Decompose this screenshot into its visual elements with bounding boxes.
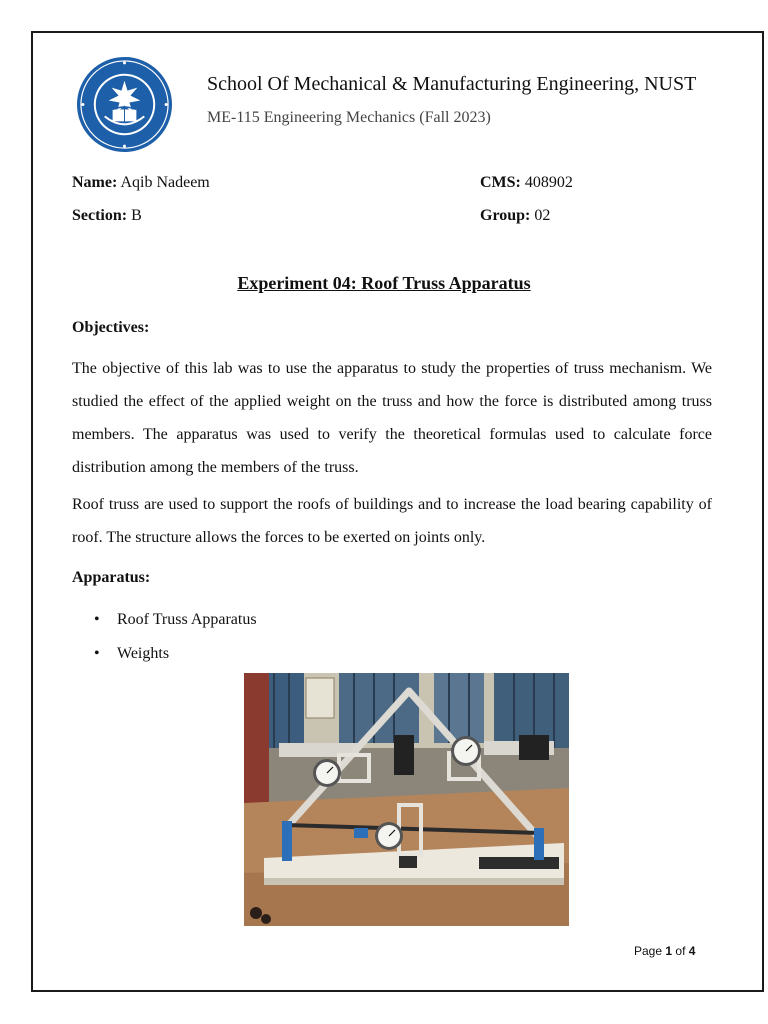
cms-value: 408902 [524, 174, 573, 191]
section-field [72, 207, 142, 225]
total-pages: 4 [688, 944, 696, 958]
roof-truss-apparatus-photo [244, 673, 569, 926]
objectives-paragraph-1: The objective of this lab was to use the apparatus to study the properties of truss mechanism. We studied the effect of the applied weight on the truss and how the force is distributed among truss members. The apparatus was used to verify the theoretical formulas used to calculate force distribution among the members of the truss. [72, 360, 712, 476]
list-item-label: Weights [117, 645, 170, 662]
cms-label: CMS: [480, 174, 521, 191]
group-field [480, 207, 550, 225]
group-label: Group: [480, 207, 531, 224]
name-field [72, 174, 210, 192]
page-number [634, 944, 695, 958]
course-name: ME-115 Engineering Mechanics (Fall 2023) [207, 109, 491, 126]
university-seal-logo [75, 55, 174, 154]
bullet-icon: • [94, 645, 100, 662]
current-page: 1 [665, 944, 673, 958]
list-item-label: Roof Truss Apparatus [117, 611, 257, 628]
apparatus-heading: Apparatus: [72, 569, 151, 586]
name-value: Aqib Nadeem [120, 174, 210, 191]
bullet-icon: • [94, 611, 100, 628]
section-value: B [131, 207, 142, 224]
objectives-paragraph-2: Roof truss are used to support the roofs of buildings and to increase the load bearing capability of roof. The structure allows the forces to be exerted on joints only. [72, 496, 712, 546]
group-value: 02 [534, 207, 551, 224]
page-word: Page [634, 944, 663, 958]
of-word: of [675, 944, 686, 958]
objectives-heading: Objectives: [72, 319, 150, 336]
name-label: Name: [72, 174, 118, 191]
list-item [94, 611, 257, 629]
section-label: Section: [72, 207, 128, 224]
list-item [94, 645, 169, 663]
school-name: School Of Mechanical & Manufacturing Engineering, NUST [207, 73, 697, 95]
experiment-title: Experiment 04: Roof Truss Apparatus [237, 273, 531, 293]
cms-field [480, 174, 573, 192]
